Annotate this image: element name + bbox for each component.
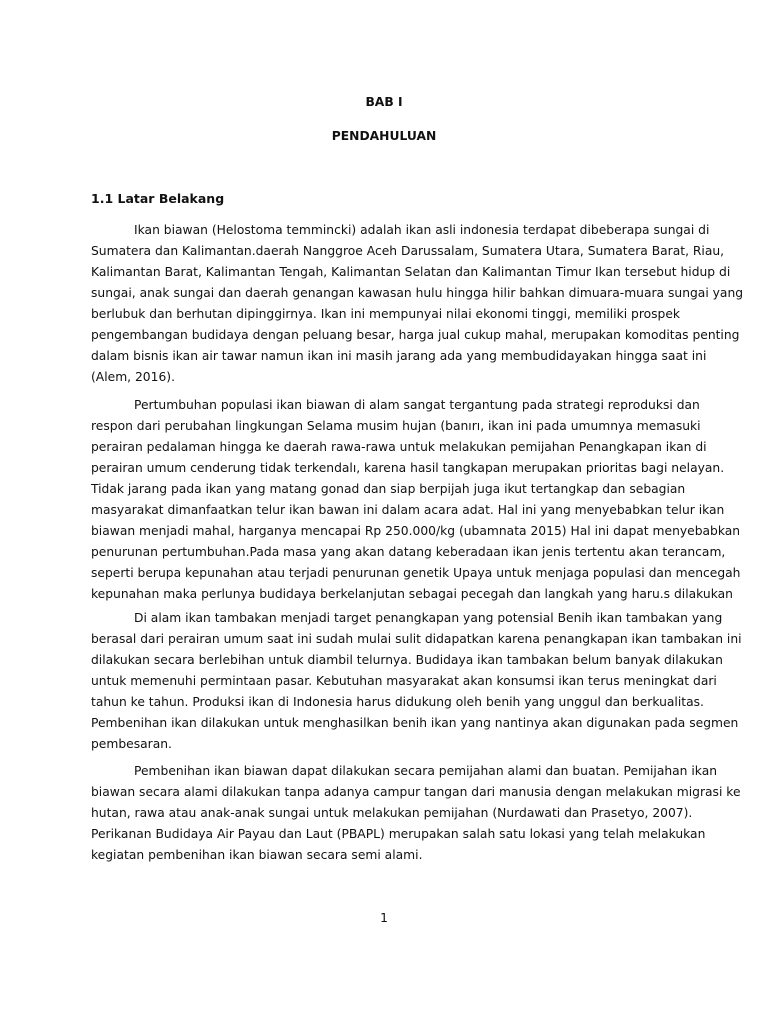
paragraph-4 bbox=[91, 761, 741, 866]
text-line: dilakukan secara berlebihan untuk diambil telurnya. Budidaya ikan tambakan belum banyak dilakukan bbox=[91, 653, 723, 667]
text-line: pembesaran. bbox=[91, 737, 172, 751]
text-line: sungai, anak sungai dan daerah genangan kawasan hulu hingga hilir bahkan dimuara-muara sungai yang bbox=[91, 286, 744, 300]
text-line: perairan pedalaman hingga ke daerah rawa-rawa untuk melakukan pemijahan Penangkapan ikan di bbox=[91, 440, 707, 454]
text-line: Ikan biawan (Helostoma temmincki) adalah ikan asli indonesia terdapat dibeberapa sungai di bbox=[134, 223, 710, 237]
text-line: Di alam ikan tambakan menjadi target penangkapan yang potensial Benih ikan tambakan yang bbox=[134, 611, 723, 625]
text-line: Pertumbuhan populasi ikan biawan di alam sangat tergantung pada strategi reproduksi dan bbox=[134, 398, 700, 412]
text-line: Kalimantan Barat, Kalimantan Tengah, Kalimantan Selatan dan Kalimantan Timur Ikan tersebut hidup di bbox=[91, 265, 731, 279]
text-line: masyarakat dimanfaatkan telur ikan bawan ini dalam acara adat. Hal ini yang menyebabkan telur ikan bbox=[91, 503, 725, 517]
text-line: Tidak jarang pada ikan yang matang gonad dan siap berpijah juga ikut tertangkap dan sebagian bbox=[91, 482, 686, 496]
text-line: respon dari perubahan lingkungan Selama musim hujan (banırı, ikan ini pada umumnya memasuki bbox=[91, 419, 701, 433]
paragraph-1 bbox=[91, 220, 744, 388]
text-line: dalam bisnis ikan air tawar namun ikan ini masih jarang ada yang membudidayakan hingga saat ini bbox=[91, 349, 707, 363]
text-line: biawan secara alami dilakukan tanpa adanya campur tangan dari manusia dengan melakukan migrasi ke bbox=[91, 785, 741, 799]
text-line: Perikanan Budidaya Air Payau dan Laut (PBAPL) merupakan salah satu lokasi yang telah melakukan bbox=[91, 827, 706, 841]
paragraph-3 bbox=[91, 608, 742, 755]
page-number: 1 bbox=[380, 911, 388, 925]
text-line: Pembenihan ikan dilakukan untuk menghasilkan benih ikan yang nantinya akan digunakan pada segmen bbox=[91, 716, 739, 730]
text-line: seperti berupa kepunahan atau terjadi penurunan genetik Upaya untuk menjaga populasi dan mencegah bbox=[91, 566, 741, 580]
paragraph-2 bbox=[91, 395, 741, 605]
text-line: penurunan pertumbuhan.Pada masa yang akan datang keberadaan ikan jenis tertentu akan terancam, bbox=[91, 545, 726, 559]
text-line: Sumatera dan Kalimantan.daerah Nanggroe Aceh Darussalam, Sumatera Utara, Sumatera Barat, Riau, bbox=[91, 244, 725, 258]
text-line: kegiatan pembenihan ikan biawan secara semi alami. bbox=[91, 848, 423, 862]
text-line: berasal dari perairan umum saat ini sudah mulai sulit didapatkan karena penangkapan ikan tambakan ini bbox=[91, 632, 742, 646]
text-line: tahun ke tahun. Produksi ikan di Indonesia harus didukung oleh benih yang unggul dan berkualitas. bbox=[91, 695, 704, 709]
text-line: untuk memenuhi permintaan pasar. Kebutuhan masyarakat akan konsumsi ikan terus meningkat dari bbox=[91, 674, 717, 688]
text-line: kepunahan maka perlunya budidaya berkelanjutan sebagai pecegah dan langkah yang haru.s dilakukan bbox=[91, 587, 733, 601]
section-heading: 1.1 Latar Belakang bbox=[91, 191, 225, 206]
text-line: Pembenihan ikan biawan dapat dilakukan secara pemijahan alami dan buatan. Pemijahan ikan bbox=[134, 764, 718, 778]
chapter-title: PENDAHULUAN bbox=[331, 129, 437, 143]
text-line: berlubuk dan berhutan dipinggirnya. Ikan ini mempunyai nilai ekonomi tinggi, memiliki prospek bbox=[91, 307, 681, 321]
text-line: (Alem, 2016). bbox=[91, 370, 175, 384]
text-line: pengembangan budidaya dengan peluang besar, harga jual cukup mahal, merupakan komoditas penting bbox=[91, 328, 740, 342]
text-line: perairan umum cenderung tidak terkendalı, karena hasil tangkapan merupakan prioritas bagi nelayan. bbox=[91, 461, 725, 475]
text-line: biawan menjadi mahal, harganya mencapai Rp 250.000/kg (ubamnata 2015) Hal ini dapat menyebabkan bbox=[91, 524, 741, 538]
chapter-heading: BAB I bbox=[365, 95, 403, 109]
text-line: hutan, rawa atau anak-anak sungai untuk melakukan pemijahan (Nurdawati dan Prasetyo, 2007). bbox=[91, 806, 693, 820]
